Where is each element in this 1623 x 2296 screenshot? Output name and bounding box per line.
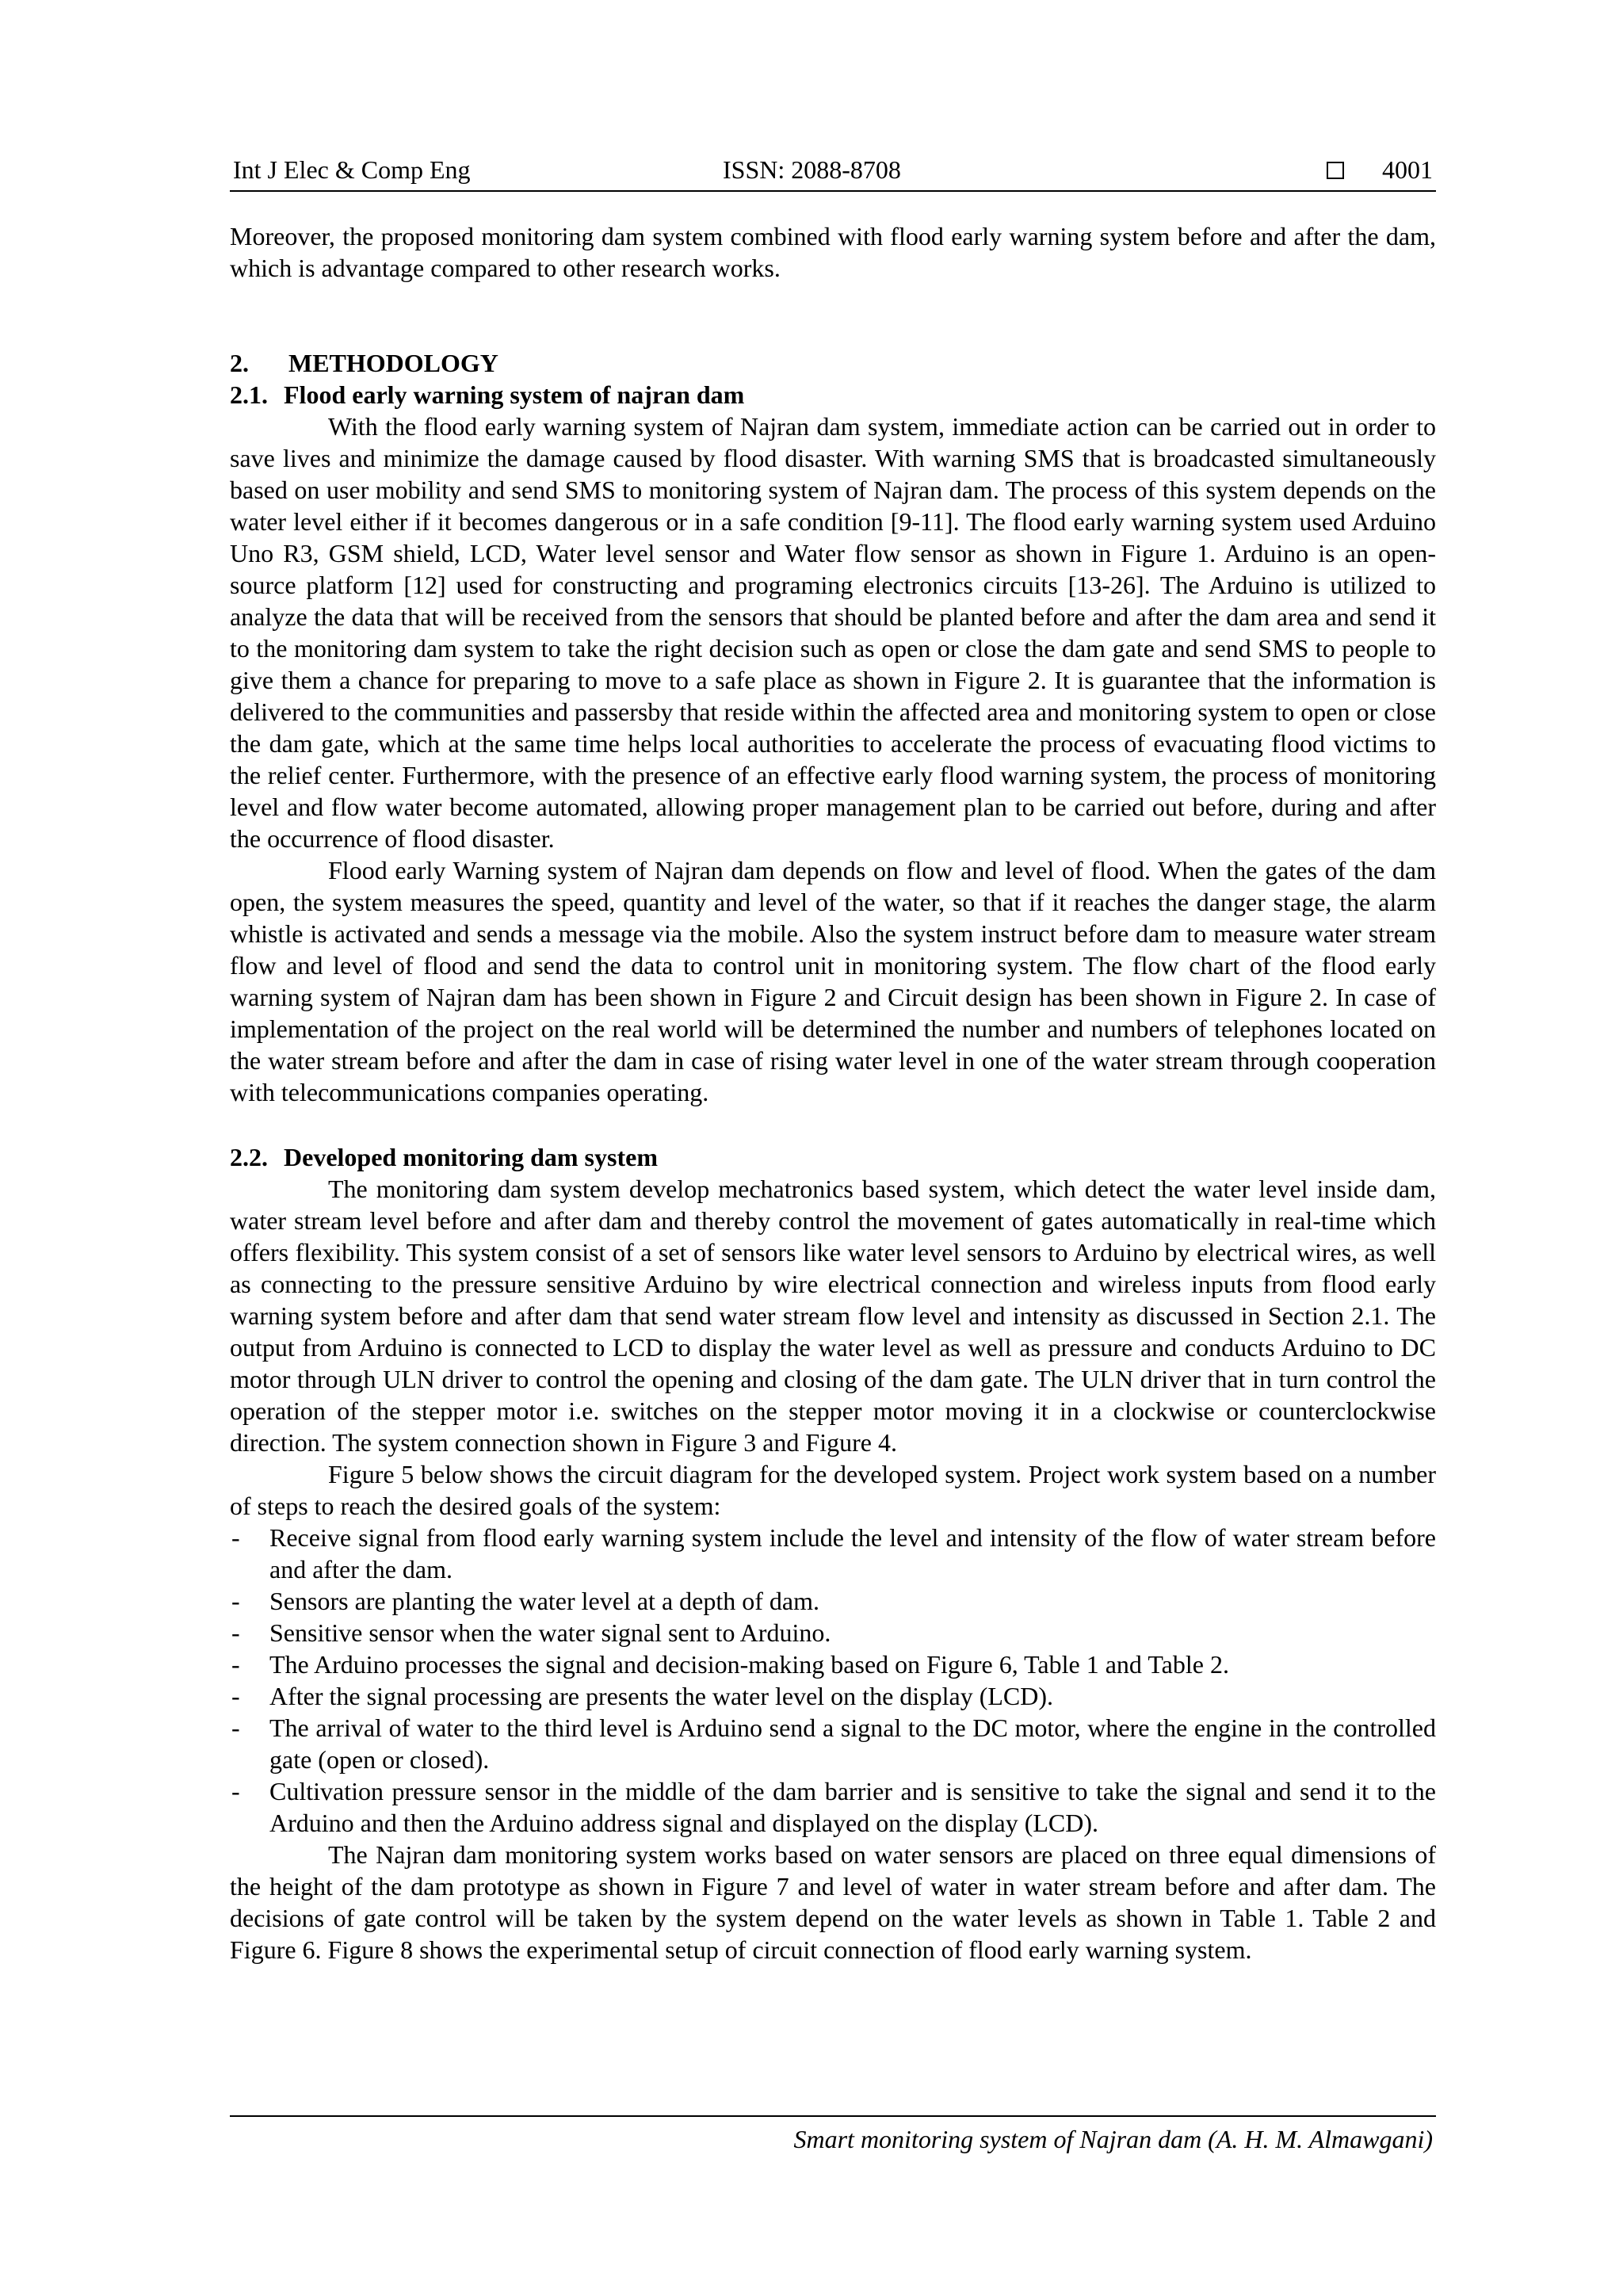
list-item: - Sensitive sensor when the water signal sent to Arduino. — [230, 1617, 1436, 1648]
article-body — [230, 220, 1436, 1966]
paragraph: The Najran dam monitoring system works based on water sensors are placed on three equal dimensions of the height of the dam prototype as shown in Figure 7 and level of water in water stream before and after dam. The decisions of gate control will be taken by the system depend on the water levels as shown in Table 1. Table 2 and Figure 6. Figure 8 shows the experimental setup of circuit connection of flood early warning system. — [230, 1840, 1436, 1964]
paragraph: Figure 5 below shows the circuit diagram for the developed system. Project work system based on a number of steps to reach the desired goals of the system: — [230, 1460, 1436, 1520]
paragraph: The monitoring dam system develop mechatronics based system, which detect the water level inside dam, water stream level before and after dam and thereby control the movement of gates automatically in real-time which offers flexibility. This system consist of a set of sensors like water level sensors to Arduino by electrical wires, as well as connecting to the pressure sensitive Arduino by wire electrical connection and wireless inputs from flood early warning system before and after dam that send water stream flow level and intensity as discussed in Section 2.1. The output from Arduino is connected to LCD to display the water level as well as pressure and conducts Arduino to DC motor through ULN driver to control the opening and closing of the dam gate. The ULN driver that in turn control the operation of the stepper motor i.e. switches on the stepper motor moving it in a clockwise or counterclockwise direction. The system connection shown in Figure 3 and Figure 4. — [230, 1175, 1436, 1457]
list-item: - The Arduino processes the signal and decision-making based on Figure 6, Table 1 and Table 2. — [230, 1648, 1436, 1680]
checkbox-square-icon — [1327, 162, 1344, 179]
intro-paragraph: Moreover, the proposed monitoring dam system combined with flood early warning system before and after the dam, which is advantage compared to other research works. — [230, 222, 1436, 282]
subsection-number: 2.2. — [230, 1143, 268, 1171]
page-number: 4001 — [1382, 155, 1433, 184]
subsection-number: 2.1. — [230, 380, 268, 409]
list-item: - Sensors are planting the water level at a depth of dam. — [230, 1585, 1436, 1617]
page-number-block — [1327, 155, 1433, 185]
list-item: - Receive signal from flood early warning system include the level and intensity of the flow of water stream before and after the dam. — [230, 1522, 1436, 1585]
list-item: - After the signal processing are presents the water level on the display (LCD). — [230, 1680, 1436, 1712]
list-item: - The arrival of water to the third level is Arduino send a signal to the DC motor, where the engine in the controlled gate (open or closed). — [230, 1712, 1436, 1775]
steps-list — [230, 1522, 1436, 1839]
section-heading — [230, 347, 1436, 379]
subsection-heading-2-2 — [230, 1141, 1436, 1173]
list-item: - Cultivation pressure sensor in the middle of the dam barrier and is sensitive to take the signal and send it to the Arduino and then the Arduino address signal and displayed on the display (LCD). — [230, 1775, 1436, 1839]
journal-name: Int J Elec & Comp Eng — [233, 155, 471, 184]
subsection-title: Flood early warning system of najran dam — [284, 380, 745, 409]
section-title: METHODOLOGY — [288, 349, 498, 377]
running-footer — [230, 2115, 1436, 2154]
footer-citation: Smart monitoring system of Najran dam (A. H. M. Almawgani) — [793, 2125, 1433, 2153]
paragraph: With the flood early warning system of Najran dam system, immediate action can be carried out in order to save lives and minimize the damage caused by flood disaster. With warning SMS that is broadcasted simultaneously based on user mobility and send SMS to monitoring system of Najran dam. The process of this system depends on the water level either if it becomes dangerous or in a safe condition [9-11]. The flood early warning system used Arduino Uno R3, GSM shield, LCD, Water level sensor and Water flow sensor as shown in Figure 1. Arduino is an open-source platform [12] used for constructing and programing electronics circuits [13-26]. The Arduino is utilized to analyze the data that will be received from the sensors that should be planted before and after the dam area and send it to the monitoring dam system to take the right decision such as open or close the dam gate and send SMS to people to give them a chance for preparing to move to a safe place as shown in Figure 2. It is guarantee that the information is delivered to the communities and passersby that reside within the affected area and monitoring system to open or close the dam gate, which at the same time helps local authorities to accelerate the process of evacuating flood victims to the relief center. Furthermore, with the presence of an effective early flood warning system, the process of monitoring level and flow water become automated, allowing proper management plan to be carried out before, during and after the occurrence of flood disaster. — [230, 412, 1436, 853]
section-number: 2. — [230, 349, 249, 377]
issn: ISSN: 2088-8708 — [723, 155, 901, 184]
subsection-title: Developed monitoring dam system — [284, 1143, 658, 1171]
running-header — [230, 155, 1436, 192]
paragraph: Flood early Warning system of Najran dam depends on flow and level of flood. When the gates of the dam open, the system measures the speed, quantity and level of the water, so that if it reaches the danger stage, the alarm whistle is activated and sends a message via the mobile. Also the system instruct before dam to measure water stream flow and level of flood and send the data to control unit in monitoring system. The flow chart of the flood early warning system of Najran dam has been shown in Figure 2 and Circuit design has been shown in Figure 2. In case of implementation of the project on the real world will be determined the number and numbers of telephones located on the water stream before and after the dam in case of rising water level in one of the water stream through cooperation with telecommunications companies operating. — [230, 856, 1436, 1106]
subsection-heading-2-1 — [230, 379, 1436, 411]
